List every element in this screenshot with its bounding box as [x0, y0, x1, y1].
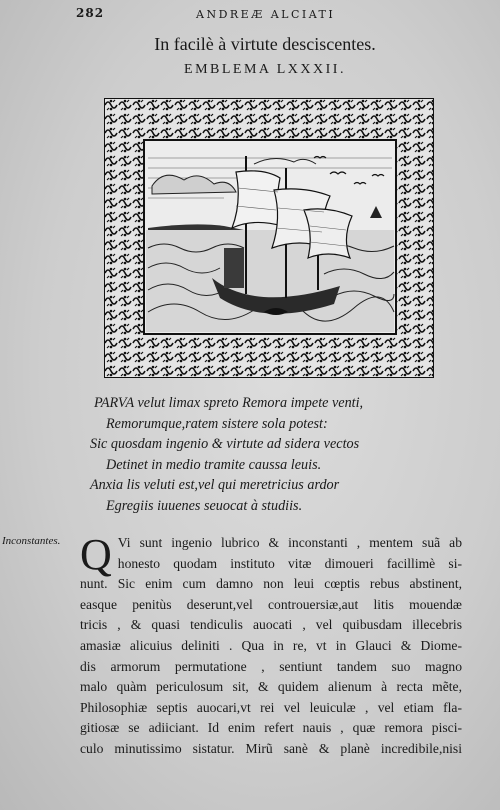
- emblem-verse: [90, 393, 490, 516]
- prose-line: Vi sunt ingenio lubrico & inconstanti , mentem suã ab: [117, 535, 462, 550]
- prose-line: easque penitùs deserunt,vel controuersiæ,aut litis mouendæ: [80, 596, 462, 612]
- prose-line: dis armorum permutatione , sentiunt tandem suo magno: [80, 658, 462, 674]
- running-header: [76, 6, 460, 26]
- verse-line: PARVA velut limax spreto Remora impete venti,: [94, 395, 364, 411]
- emblem-woodcut: [104, 98, 434, 378]
- commentary-text: [80, 530, 462, 760]
- verse-line: Anxia lis veluti est,vel qui meretricius ardor: [90, 477, 340, 493]
- prose-line: nunt. Sic enim cum damno non leui cœptis rebus abstinent,: [80, 576, 462, 592]
- running-title: ANDREÆ ALCIATI: [196, 8, 336, 21]
- prose-line: Philosophiæ septis auocari,vt rei vel leuiculæ , vel etiam fla-: [80, 699, 462, 715]
- prose-line: tricis , & quasi tendiculis auocati , vel quibusdam illecebris: [80, 617, 462, 633]
- verse-line: Egregiis iuuenes seuocat à studiis.: [106, 497, 303, 514]
- prose-line: gitiosæ se adiiciant. Id enim refert nauis , quæ remora pisci-: [80, 720, 462, 736]
- prose-line: honesto quodam instituto vitæ dimoueri facillimè si-: [117, 555, 462, 571]
- verse-line: Sic quosdam ingenio & virtute ad sidera vectos: [90, 436, 360, 452]
- marginal-note: Inconstantes.: [2, 535, 61, 547]
- prose-line: amasiæ alicuius deliniti . Qua in re, vt in Glauci & Diome-: [80, 637, 462, 653]
- verse-line: Remorumque,ratem sistere sola potest:: [106, 415, 328, 432]
- ship-scene: [146, 156, 394, 332]
- page-number: 282: [76, 6, 105, 20]
- prose-line: malo quàm periculosum sit, & quidem alienum à recta mẽte,: [80, 679, 462, 695]
- emblem-motto: In facilè à virtute desciscentes.: [154, 34, 376, 54]
- drop-cap: Q: [80, 530, 112, 579]
- emblem-number: EMBLEMA LXXXII.: [184, 62, 346, 77]
- verse-line: Detinet in medio tramite caussa leuis.: [106, 456, 322, 473]
- prose-line: culo minutissimo sistatur. Mirũ sanè & planè incredibile,nisi: [80, 740, 462, 756]
